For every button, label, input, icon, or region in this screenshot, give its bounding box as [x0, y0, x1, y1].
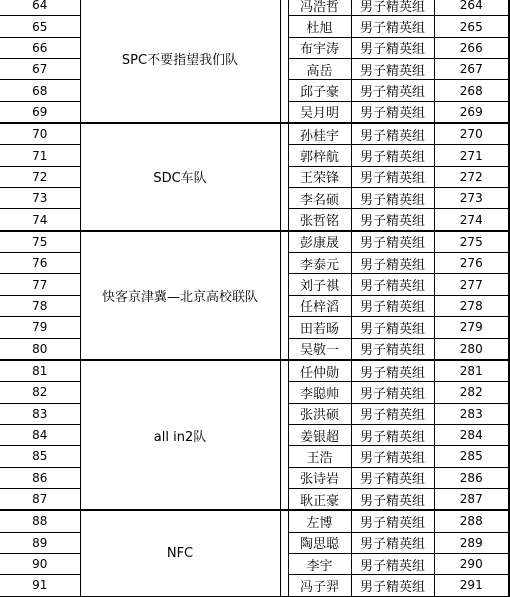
athlete-name-cell: 布宇涛 — [288, 37, 351, 58]
category-cell: 男子精英组 — [351, 382, 434, 403]
category-cell: 男子精英组 — [351, 553, 434, 574]
athlete-name-cell: 任梓滔 — [288, 295, 351, 316]
bib-number-cell: 288 — [434, 510, 509, 532]
athlete-name-cell: 陶思聪 — [288, 532, 351, 553]
row-index-cell: 84 — [0, 424, 80, 445]
bib-number-cell: 277 — [434, 274, 509, 295]
bib-number-cell: 290 — [434, 553, 509, 574]
athlete-name-cell: 冯子羿 — [288, 575, 351, 596]
athlete-name-cell: 邱子豪 — [288, 80, 351, 101]
athlete-name-cell: 耿正豪 — [288, 488, 351, 510]
bib-number-cell: 270 — [434, 123, 509, 145]
athlete-name-cell: 李聪帅 — [288, 382, 351, 403]
row-index-cell: 82 — [0, 382, 80, 403]
bib-number-cell: 272 — [434, 166, 509, 187]
bib-number-cell: 264 — [434, 0, 509, 16]
category-cell: 男子精英组 — [351, 467, 434, 488]
bib-number-cell: 279 — [434, 317, 509, 338]
row-index-cell: 67 — [0, 59, 80, 80]
blank-cell — [280, 231, 288, 360]
row-index-cell: 75 — [0, 231, 80, 253]
category-cell: 男子精英组 — [351, 403, 434, 424]
bib-number-cell: 267 — [434, 59, 509, 80]
bib-number-cell: 271 — [434, 145, 509, 166]
row-index-cell: 64 — [0, 0, 80, 16]
bib-number-cell: 280 — [434, 338, 509, 360]
bib-number-cell: 276 — [434, 253, 509, 274]
athlete-name-cell: 李泰元 — [288, 253, 351, 274]
category-cell: 男子精英组 — [351, 59, 434, 80]
table-row — [0, 123, 509, 145]
athlete-name-cell: 彭康晟 — [288, 231, 351, 253]
athlete-name-cell: 冯浩哲 — [288, 0, 351, 16]
row-index-cell: 79 — [0, 317, 80, 338]
category-cell: 男子精英组 — [351, 0, 434, 16]
athlete-name-cell: 吴敬一 — [288, 338, 351, 360]
athlete-name-cell: 李宇 — [288, 553, 351, 574]
table-row — [0, 510, 509, 532]
row-index-cell: 86 — [0, 467, 80, 488]
athlete-name-cell: 李名硕 — [288, 188, 351, 209]
category-cell: 男子精英组 — [351, 446, 434, 467]
category-cell: 男子精英组 — [351, 188, 434, 209]
row-index-cell: 89 — [0, 532, 80, 553]
row-index-cell: 90 — [0, 553, 80, 574]
row-index-cell: 78 — [0, 295, 80, 316]
category-cell: 男子精英组 — [351, 16, 434, 37]
row-index-cell: 88 — [0, 510, 80, 532]
category-cell: 男子精英组 — [351, 532, 434, 553]
table-row — [0, 360, 509, 382]
bib-number-cell: 287 — [434, 488, 509, 510]
athlete-name-cell: 高岳 — [288, 59, 351, 80]
bib-number-cell: 265 — [434, 16, 509, 37]
row-index-cell: 71 — [0, 145, 80, 166]
row-index-cell: 80 — [0, 338, 80, 360]
bib-number-cell: 291 — [434, 575, 509, 596]
category-cell: 男子精英组 — [351, 209, 434, 231]
row-index-cell: 77 — [0, 274, 80, 295]
bib-number-cell: 282 — [434, 382, 509, 403]
row-index-cell: 76 — [0, 253, 80, 274]
row-index-cell: 91 — [0, 575, 80, 596]
table-row — [0, 0, 509, 16]
category-cell: 男子精英组 — [351, 295, 434, 316]
row-index-cell: 73 — [0, 188, 80, 209]
athlete-name-cell: 杜旭 — [288, 16, 351, 37]
category-cell: 男子精英组 — [351, 231, 434, 253]
team-name-cell: SPC不要指望我们队 — [80, 0, 280, 123]
athlete-name-cell: 张洪硕 — [288, 403, 351, 424]
athlete-name-cell: 王浩 — [288, 446, 351, 467]
athlete-name-cell: 吴月明 — [288, 101, 351, 123]
athlete-name-cell: 孙桂宇 — [288, 123, 351, 145]
bib-number-cell: 268 — [434, 80, 509, 101]
category-cell: 男子精英组 — [351, 123, 434, 145]
athlete-name-cell: 张哲铭 — [288, 209, 351, 231]
row-index-cell: 70 — [0, 123, 80, 145]
category-cell: 男子精英组 — [351, 488, 434, 510]
bib-number-cell: 269 — [434, 101, 509, 123]
bib-number-cell: 274 — [434, 209, 509, 231]
category-cell: 男子精英组 — [351, 101, 434, 123]
bib-number-cell: 273 — [434, 188, 509, 209]
team-name-cell: NFC — [80, 510, 280, 596]
category-cell: 男子精英组 — [351, 338, 434, 360]
athlete-name-cell: 田若旸 — [288, 317, 351, 338]
row-index-cell: 81 — [0, 360, 80, 382]
category-cell: 男子精英组 — [351, 80, 434, 101]
category-cell: 男子精英组 — [351, 166, 434, 187]
athlete-name-cell: 郭梓航 — [288, 145, 351, 166]
category-cell: 男子精英组 — [351, 510, 434, 532]
row-index-cell: 74 — [0, 209, 80, 231]
team-name-cell: SDC车队 — [80, 123, 280, 231]
bib-number-cell: 283 — [434, 403, 509, 424]
athlete-name-cell: 姜银超 — [288, 424, 351, 445]
bib-number-cell: 275 — [434, 231, 509, 253]
category-cell: 男子精英组 — [351, 360, 434, 382]
athlete-name-cell: 王荣锋 — [288, 166, 351, 187]
bib-number-cell: 285 — [434, 446, 509, 467]
blank-cell — [280, 123, 288, 231]
category-cell: 男子精英组 — [351, 424, 434, 445]
row-index-cell: 69 — [0, 101, 80, 123]
category-cell: 男子精英组 — [351, 317, 434, 338]
team-name-cell: 快客京津冀—北京高校联队 — [80, 231, 280, 360]
bib-number-cell: 278 — [434, 295, 509, 316]
row-index-cell: 87 — [0, 488, 80, 510]
category-cell: 男子精英组 — [351, 575, 434, 596]
category-cell: 男子精英组 — [351, 145, 434, 166]
bib-number-cell: 286 — [434, 467, 509, 488]
athlete-name-cell: 左博 — [288, 510, 351, 532]
table-row — [0, 231, 509, 253]
row-index-cell: 85 — [0, 446, 80, 467]
team-name-cell: all in2队 — [80, 360, 280, 510]
athlete-name-cell: 张诗岩 — [288, 467, 351, 488]
row-index-cell: 72 — [0, 166, 80, 187]
bib-number-cell: 266 — [434, 37, 509, 58]
category-cell: 男子精英组 — [351, 274, 434, 295]
bib-number-cell: 281 — [434, 360, 509, 382]
blank-cell — [280, 510, 288, 596]
category-cell: 男子精英组 — [351, 253, 434, 274]
bib-number-cell: 289 — [434, 532, 509, 553]
row-index-cell: 65 — [0, 16, 80, 37]
category-cell: 男子精英组 — [351, 37, 434, 58]
athlete-name-cell: 任仲勋 — [288, 360, 351, 382]
blank-cell — [280, 0, 288, 123]
row-index-cell: 68 — [0, 80, 80, 101]
row-index-cell: 66 — [0, 37, 80, 58]
athlete-name-cell: 刘子祺 — [288, 274, 351, 295]
row-index-cell: 83 — [0, 403, 80, 424]
blank-cell — [280, 360, 288, 510]
bib-number-cell: 284 — [434, 424, 509, 445]
